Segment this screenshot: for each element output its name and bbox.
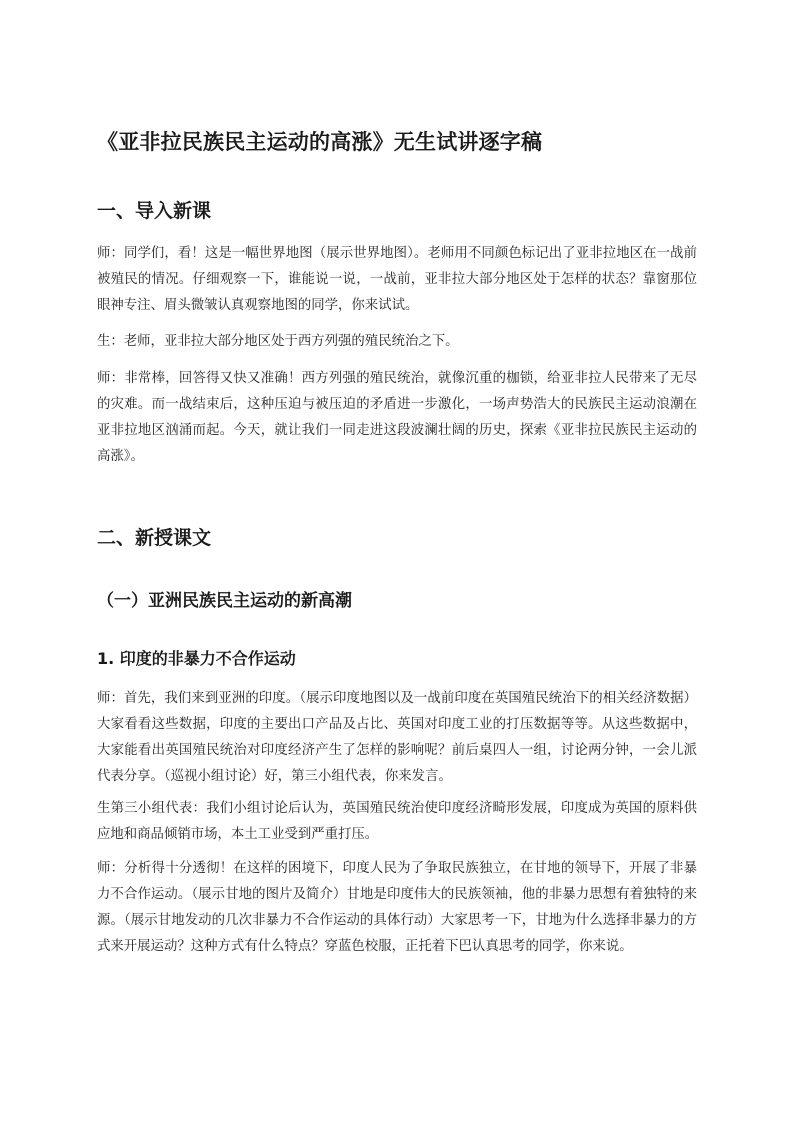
section-heading-intro: 一、导入新课 bbox=[97, 200, 212, 222]
document-title: 《亚非拉民族民主运动的高涨》无生试讲逐字稿 bbox=[97, 130, 543, 154]
paragraph: 师：分析得十分透彻！在这样的困境下，印度人民为了争取民族独立，在甘地的领导下，开展了非暴力不合作运动。（展示甘地的图片及简介）甘地是印度伟大的民族领袖，他的非暴力思想有着独特的来源。（展示甘地发动的几次非暴力不合作运动的具体行动）大家思考一下，甘地为什么选择非暴力的方式来开展运动？这种方式有什么特点？穿蓝色校服，正托着下巴认真思考的同学，你来说。 bbox=[97, 861, 697, 954]
section-heading-new-lesson: 二、新授课文 bbox=[97, 527, 212, 549]
paragraph: 师：首先，我们来到亚洲的印度。（展示印度地图以及一战前印度在英国殖民统治下的相关经济数据）大家看看这些数据，印度的主要出口产品及占比、英国对印度工业的打压数据等等。从这些数据中，大家能看出英国殖民统治对印度经济产生了怎样的影响呢？前后桌四人一组，讨论两分钟，一会儿派代表分享。（巡视小组讨论）好，第三小组代表，你来发言。 bbox=[97, 691, 697, 784]
paragraph: 生：老师，亚非拉大部分地区处于西方列强的殖民统治之下。 bbox=[97, 334, 459, 349]
paragraph: 师：非常棒，回答得又快又准确！西方列强的殖民统治，就像沉重的枷锁，给亚非拉人民带来了无尽的灾难。而一战结束后，这种压迫与被压迫的矛盾进一步激化，一场声势浩大的民族民主运动浪潮在亚非拉地区汹涌而起。今天，就让我们一同走进这段波澜壮阔的历史，探索《亚非拉民族民主运动的高涨》。 bbox=[97, 371, 697, 464]
subsection-heading: （一）亚洲民族民主运动的新高潮 bbox=[97, 591, 352, 611]
paragraph: 生第三小组代表：我们小组讨论后认为，英国殖民统治使印度经济畸形发展，印度成为英国的原料供应地和商品倾销市场，本土工业受到严重打压。 bbox=[97, 801, 697, 842]
paragraph: 师：同学们，看！这是一幅世界地图（展示世界地图）。老师用不同颜色标记出了亚非拉地区在一战前被殖民的情况。仔细观察一下，谁能说一说，一战前，亚非拉大部分地区处于怎样的状态？靠窗那位眼神专注、眉头微皱认真观察地图的同学，你来试试。 bbox=[97, 246, 697, 313]
subsubsection-heading: 1. 印度的非暴力不合作运动 bbox=[97, 649, 296, 668]
